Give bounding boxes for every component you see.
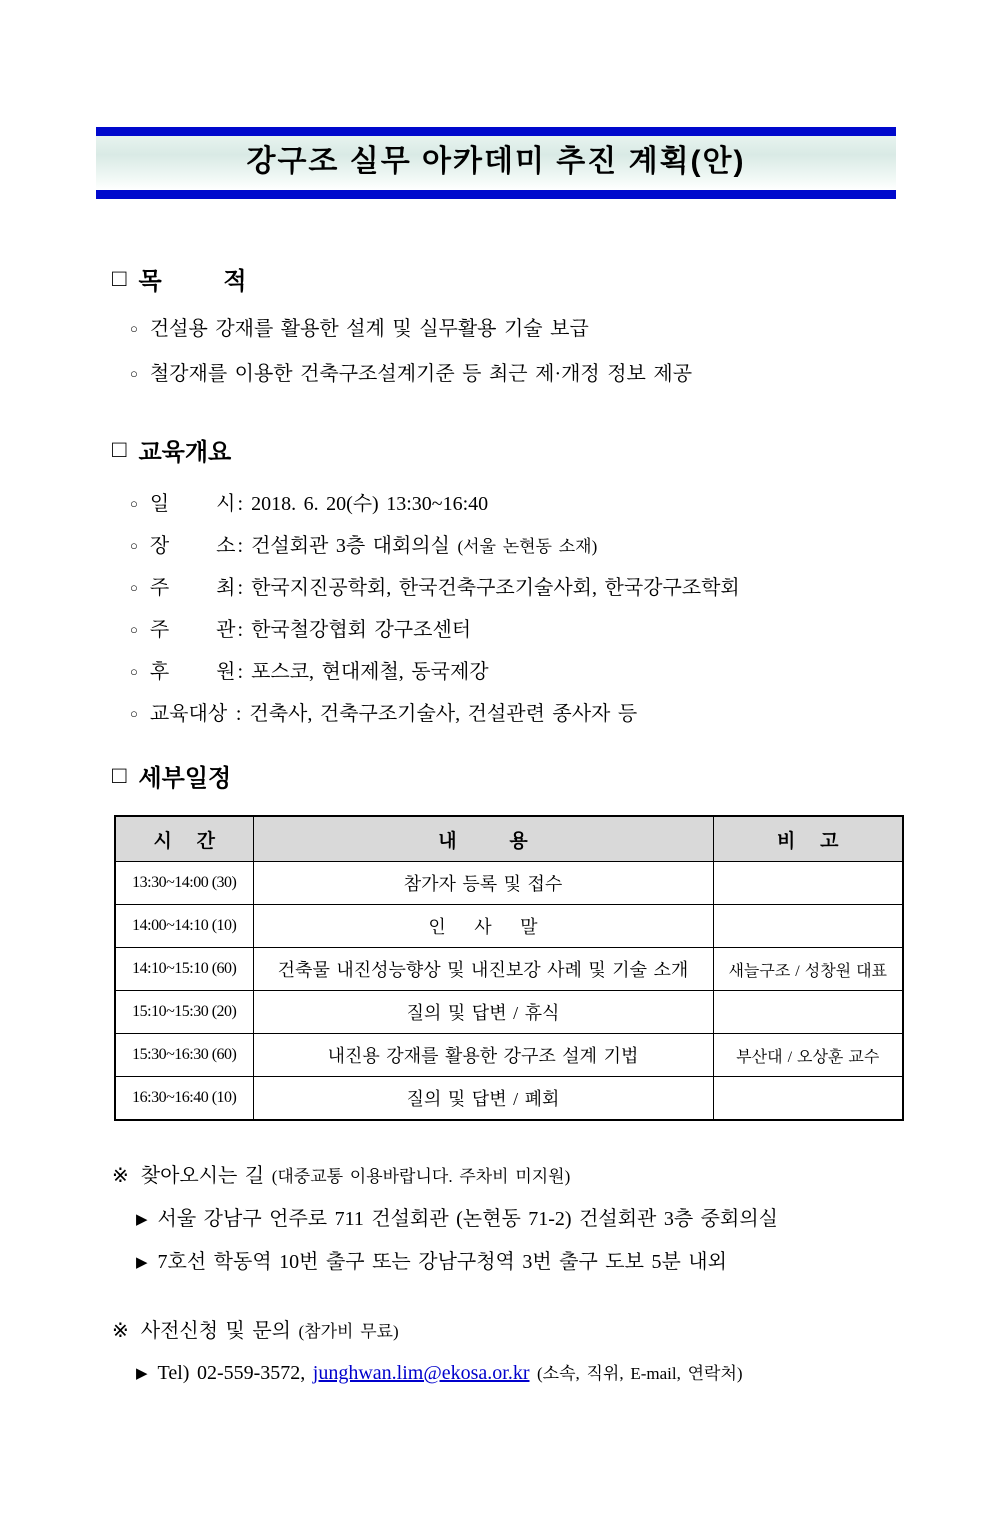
contact-line — [136, 1359, 992, 1385]
application-heading-note: (참가비 무료) — [298, 1322, 399, 1341]
overview-item-value: 건축사, 건축구조기술사, 건설관련 종사자 등 — [249, 703, 638, 725]
overview-item-value: 2018. 6. 20(수) 13:30~16:40 — [251, 493, 489, 515]
time-cell: 14:10~15:10 (60) — [115, 948, 253, 991]
table-row — [115, 862, 903, 905]
document-page — [0, 127, 992, 1530]
directions-item-text: 7호선 학동역 10번 출구 또는 강남구청역 3번 출구 도보 5분 내외 — [157, 1251, 727, 1273]
circle-bullet-icon: ○ — [130, 538, 138, 553]
directions-item-text: 서울 강남구 언주로 711 건설회관 (논현동 71-2) 건설회관 3층 중회의실 — [157, 1208, 778, 1230]
schedule-col-content — [253, 816, 713, 862]
table-row — [115, 1034, 903, 1077]
overview-item-separator: : — [235, 703, 242, 725]
overview-heading-label: 교육개요 — [138, 439, 232, 466]
circle-bullet-icon: ○ — [130, 366, 138, 381]
circle-bullet-icon: ○ — [130, 622, 138, 637]
directions-heading-label: 찾아오시는 길 — [140, 1165, 265, 1187]
banner-top-bar — [96, 127, 896, 136]
overview-item-label: 주 최 — [149, 577, 236, 599]
purpose-heading — [112, 261, 992, 296]
schedule-col-time-label: 시 간 — [153, 830, 215, 852]
overview-section — [112, 432, 992, 726]
overview-item — [130, 655, 992, 684]
circle-bullet-icon: ○ — [130, 706, 138, 721]
time-cell: 13:30~14:00 (30) — [115, 862, 253, 905]
square-bullet-icon: □ — [112, 761, 127, 789]
overview-item-label: 장 소 — [149, 535, 236, 557]
content-cell: 질의 및 답변 / 휴식 — [253, 991, 713, 1034]
note-cell: 부산대 / 오상훈 교수 — [713, 1034, 903, 1077]
circle-bullet-icon: ○ — [130, 580, 138, 595]
directions-item — [136, 1245, 992, 1274]
circle-bullet-icon: ○ — [130, 321, 138, 336]
overview-item — [130, 487, 992, 516]
overview-item-label: 주 관 — [149, 619, 236, 641]
purpose-bullet-list — [112, 312, 992, 386]
note-cell — [713, 905, 903, 948]
contact-email-link[interactable]: junghwan.lim@ekosa.or.kr — [312, 1362, 530, 1384]
overview-item-label: 일 시 — [149, 493, 236, 515]
circle-bullet-icon: ○ — [130, 496, 138, 511]
schedule-col-note — [713, 816, 903, 862]
purpose-bullet-item — [130, 357, 992, 386]
directions-section — [112, 1159, 992, 1274]
purpose-bullet-text: 건설용 강재를 활용한 설계 및 실무활용 기술 보급 — [149, 318, 589, 340]
table-header-row — [115, 816, 903, 862]
banner-bottom-bar — [96, 190, 896, 199]
schedule-col-content-label: 내 용 — [438, 830, 528, 852]
overview-item — [130, 697, 992, 726]
overview-heading — [112, 432, 992, 467]
overview-item-separator: : — [237, 535, 244, 557]
overview-item-note: (서울 논현동 소재) — [457, 537, 598, 556]
application-heading-label: 사전신청 및 문의 — [140, 1320, 292, 1342]
overview-item — [130, 529, 992, 558]
overview-list — [112, 487, 992, 726]
arrow-bullet-icon: ▶ — [136, 1212, 148, 1228]
purpose-section — [112, 261, 992, 386]
square-bullet-icon: □ — [112, 435, 127, 463]
square-bullet-icon: □ — [112, 264, 127, 292]
contact-tel: Tel) 02-559-3572, — [157, 1362, 306, 1384]
content-cell: 내진용 강재를 활용한 강구조 설계 기법 — [253, 1034, 713, 1077]
arrow-bullet-icon: ▶ — [136, 1255, 148, 1271]
table-row — [115, 948, 903, 991]
time-cell: 15:10~15:30 (20) — [115, 991, 253, 1034]
directions-item — [136, 1202, 992, 1231]
schedule-section — [112, 758, 992, 1121]
directions-heading-note: (대중교통 이용바랍니다. 주차비 미지원) — [271, 1167, 571, 1186]
overview-item-value: 포스코, 현대제철, 동국제강 — [251, 661, 489, 683]
application-section — [112, 1314, 992, 1385]
purpose-bullet-item — [130, 312, 992, 341]
overview-item-label: 교육대상 — [149, 703, 228, 725]
overview-item — [130, 571, 992, 600]
schedule-heading-label: 세부일정 — [138, 765, 232, 792]
note-cell — [713, 991, 903, 1034]
banner-body — [96, 136, 896, 190]
overview-item-value: 한국지진공학회, 한국건축구조기술사회, 한국강구조학회 — [251, 577, 740, 599]
schedule-col-time — [115, 816, 253, 862]
contact-note: (소속, 직위, E-mail, 연락처) — [537, 1364, 743, 1383]
overview-item-separator: : — [237, 661, 244, 683]
circle-bullet-icon: ○ — [130, 664, 138, 679]
overview-item-separator: : — [237, 619, 244, 641]
schedule-heading — [112, 758, 992, 793]
reference-mark-icon: ※ — [112, 1165, 129, 1187]
arrow-bullet-icon: ▶ — [136, 1366, 148, 1382]
content-cell: 건축물 내진성능향상 및 내진보강 사례 및 기술 소개 — [253, 948, 713, 991]
table-row — [115, 1077, 903, 1121]
content-cell: 참가자 등록 및 접수 — [253, 862, 713, 905]
time-cell: 16:30~16:40 (10) — [115, 1077, 253, 1121]
note-cell — [713, 862, 903, 905]
purpose-bullet-text: 철강재를 이용한 건축구조설계기준 등 최근 제·개정 정보 제공 — [149, 363, 693, 385]
schedule-col-note-label: 비 고 — [777, 830, 839, 852]
overview-item-separator: : — [237, 493, 244, 515]
overview-item-separator: : — [237, 577, 244, 599]
overview-item-value: 한국철강협회 강구조센터 — [251, 619, 472, 641]
overview-item-value: 건설회관 3층 대회의실 — [251, 535, 450, 557]
table-row — [115, 905, 903, 948]
content-cell: 인 사 말 — [253, 905, 713, 948]
schedule-table — [114, 815, 904, 1121]
table-row — [115, 991, 903, 1034]
note-cell: 새늘구조 / 성창원 대표 — [713, 948, 903, 991]
time-cell: 15:30~16:30 (60) — [115, 1034, 253, 1077]
directions-heading — [112, 1159, 992, 1188]
time-cell: 14:00~14:10 (10) — [115, 905, 253, 948]
overview-item — [130, 613, 992, 642]
title-banner — [96, 127, 896, 199]
purpose-heading-label: 목 적 — [138, 268, 247, 295]
content-cell: 질의 및 답변 / 폐회 — [253, 1077, 713, 1121]
document-title: 강구조 실무 아카데미 추진 계획(안) — [246, 145, 746, 178]
reference-mark-icon: ※ — [112, 1320, 129, 1342]
application-heading — [112, 1314, 992, 1343]
note-cell — [713, 1077, 903, 1121]
overview-item-label: 후 원 — [149, 661, 236, 683]
